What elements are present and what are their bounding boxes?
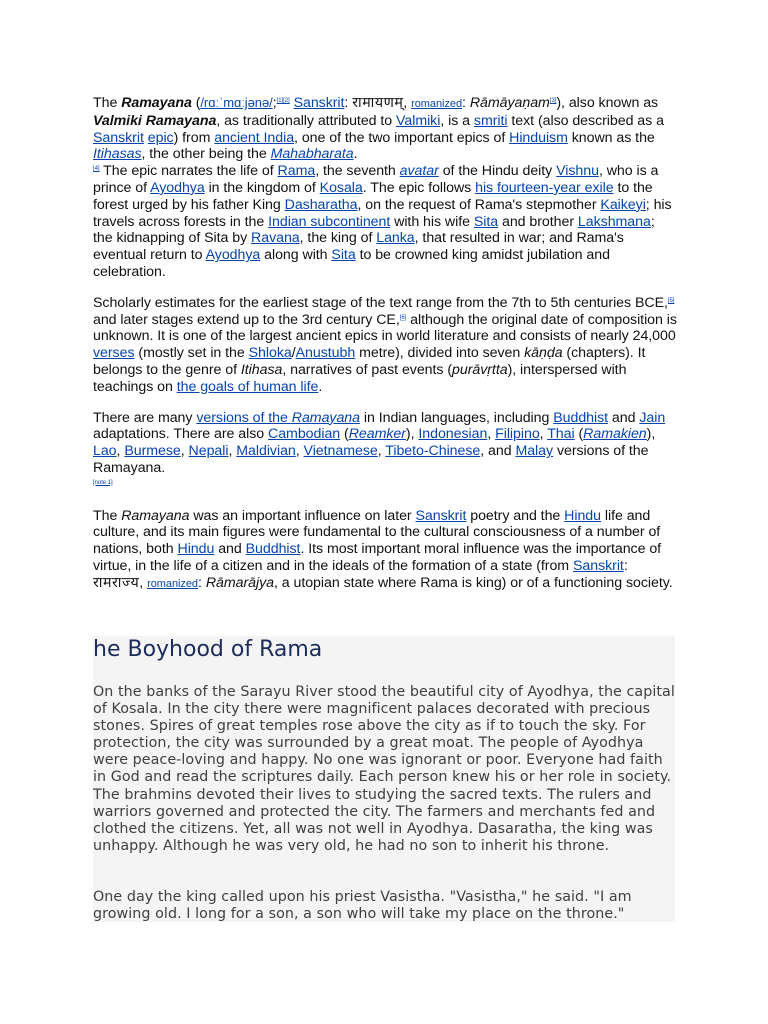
ref-4[interactable]: [4] (93, 166, 100, 173)
link-buddhist[interactable]: Buddhist (553, 409, 609, 426)
link-mahabharata[interactable]: Mahabharata (270, 146, 354, 163)
link-lanka[interactable]: Lanka (376, 230, 415, 247)
link-versions-of-ramayana[interactable]: versions of the Ramayana (196, 409, 360, 426)
link-rama[interactable]: Rama (277, 163, 316, 180)
link-ayodhya-2[interactable]: Ayodhya (205, 247, 261, 264)
link-romanized[interactable]: romanized (411, 98, 463, 110)
versions-paragraph: There are many versions of the Ramayana in Indian languages, including Buddhist and Jain adaptations. There are also Cambodian (Reamker), Indonesian, Filipino, Thai (Ramakien), Lao, Burmese, Nepali, Maldivian, Vietnamese, Tibeto-Chinese, and Malay versions of the Ramayana. [note 1] (93, 409, 666, 486)
link-valmiki[interactable]: Valmiki (396, 112, 441, 129)
link-malay[interactable]: Malay (515, 443, 554, 460)
devanagari-ramayanam: रामायणम् (352, 95, 404, 111)
link-kosala[interactable]: Kosala (319, 179, 363, 196)
link-shloka[interactable]: Shloka (248, 345, 292, 362)
link-ravana[interactable]: Ravana (251, 230, 300, 247)
link-vietnamese[interactable]: Vietnamese (303, 443, 378, 460)
link-filipino[interactable]: Filipino (495, 426, 540, 443)
ref-6[interactable]: [6] (399, 314, 407, 321)
story-paragraph-1: On the banks of the Sarayu River stood the beautiful city of Ayodhya, the capital of Kosala. In the city there were magnificent palaces decorated with precious stones. Spires of great temples rose above the city as if to touch the sky. For protection, the city was surrounded by a great moat. The people of Ayodhya were peace-loving and happy. No one was ignorant or poor. Everyone had faith in God and read the scriptures daily. Each person knew his or her role in society. The brahmins devoted their lives to studying the sacred texts. The rulers and warriors governed and protected the city. The farmers and merchants fed and clothed the citizens. Yet, all was not well in Ayodhya. Dasaratha, the king was unhappy. Although he was very old, he had no son to inherit his throne. (93, 684, 675, 854)
link-sanskrit[interactable]: Sanskrit (293, 95, 345, 111)
link-anustubh[interactable]: Anustubh (295, 345, 356, 362)
link-indonesian[interactable]: Indonesian (418, 426, 488, 443)
link-sanskrit-3[interactable]: Sanskrit (415, 507, 467, 524)
link-itihasas[interactable]: Itihasas (93, 146, 142, 163)
link-cambodian[interactable]: Cambodian (268, 426, 341, 443)
link-ramakien[interactable]: Ramakien (583, 426, 647, 443)
link-jain[interactable]: Jain (639, 409, 666, 426)
link-sita[interactable]: Sita (473, 213, 499, 230)
link-ancient-india[interactable]: ancient India (214, 129, 295, 146)
link-vishnu[interactable]: Vishnu (556, 163, 599, 180)
link-lakshmana[interactable]: Lakshmana (577, 213, 651, 230)
link-sita-2[interactable]: Sita (331, 247, 356, 264)
ref-1-2[interactable]: [1][2] (276, 98, 290, 104)
link-tibeto-chinese[interactable]: Tibeto-Chinese (385, 443, 481, 460)
link-exile[interactable]: his fourteen-year exile (475, 179, 614, 196)
link-hinduism[interactable]: Hinduism (509, 129, 568, 146)
influence-paragraph: The Ramayana was an important influence on later Sanskrit poetry and the Hindu life and culture, and its main figures were fundamental to the cultural consciousness of a number of nations, both Hindu and Buddhist. Its most important moral influence was the importance of virtue, in the life of a citizen and in the ideals of the formation of a state (from Sanskrit: रामराज्य, romanized: Rāmarājya, a utopian state where Rama is king) or of a functioning society. (93, 507, 673, 591)
link-hindu[interactable]: Hindu (564, 507, 601, 524)
link-lao[interactable]: Lao (93, 443, 117, 460)
link-ayodhya[interactable]: Ayodhya (150, 179, 205, 196)
link-goals-of-human-life[interactable]: the goals of human life (176, 378, 319, 395)
link-indian-subcontinent[interactable]: Indian subcontinent (268, 213, 391, 230)
link-dasharatha[interactable]: Dasharatha (284, 196, 358, 213)
devanagari-ramarajya: रामराज्य (93, 574, 140, 591)
link-hindu-2[interactable]: Hindu (177, 541, 215, 558)
link-sanskrit-4[interactable]: Sanskrit (572, 557, 624, 574)
title-ramayana: Ramayana (121, 95, 192, 111)
link-maldivian[interactable]: Maldivian (236, 443, 296, 460)
link-verses[interactable]: verses (93, 345, 135, 362)
link-epic[interactable]: epic (147, 129, 174, 146)
ref-3[interactable]: [3] (549, 98, 557, 104)
link-buddhist-2[interactable]: Buddhist (245, 541, 301, 558)
story-section (93, 636, 675, 922)
link-sanskrit-2[interactable]: Sanskrit (93, 129, 144, 146)
link-nepali[interactable]: Nepali (188, 443, 229, 460)
article-body (93, 95, 677, 593)
dating-paragraph: Scholarly estimates for the earliest stage of the text range from the 7th to 5th centuries BCE,[5] and later stages extend up to the 3rd century CE,[6] although the original date of composition is unknown. It is one of the largest ancient epics in world literature and consists of nearly 24,000 verses (mostly set in the Shloka/Anustubh metre), divided into seven kāṇḍa (chapters). It belongs to the genre of Itihasa, narratives of past events (purāvṛtta), interspersed with teachings on the goals of human life. (93, 294, 677, 395)
ref-5[interactable]: [5] (667, 297, 675, 304)
section-heading: he Boyhood of Rama (93, 637, 323, 662)
ipa-link[interactable]: /rɑːˈmɑːjənə/ (200, 95, 273, 110)
link-kaikeyi[interactable]: Kaikeyi (600, 196, 646, 213)
ref-note-1[interactable]: [note 1] (93, 479, 113, 486)
link-thai[interactable]: Thai (547, 426, 575, 443)
story-paragraph-2: One day the king called upon his priest Vasistha. "Vasistha," he said. "I am growing old. I long for a son, a son who will take my place on the throne." (93, 889, 632, 922)
link-burmese[interactable]: Burmese (124, 443, 181, 460)
link-avatar[interactable]: avatar (399, 163, 439, 180)
link-reamker[interactable]: Reamker (348, 426, 406, 443)
link-romanized-2[interactable]: romanized (147, 577, 199, 590)
intro-paragraph: The Ramayana (/rɑːˈmɑːjənə/;[1][2] Sanskrit: रामायणम्, romanized: Rāmāyaṇam[3]), also known as Valmiki Ramayana, as traditionally attributed to Valmiki, is a smriti text (also described as a Sanskrit epic) from ancient India, one of the two important epics of Hinduism known as the Itihasas, the other being the Mahabharata. [4] The epic narrates the life of Rama, the seventh avatar of the Hindu deity Vishnu, who is a prince of Ayodhya in the kingdom of Kosala. The epic follows his fourteen-year exile to the forest urged by his father King Dasharatha, on the request of Rama's stepmother Kaikeyi; his travels across forests in the Indian subcontinent with his wife Sita and brother Lakshmana; the kidnapping of Sita by Ravana, the king of Lanka, that resulted in war; and Rama's eventual return to Ayodhya along with Sita to be crowned king amidst jubilation and celebration. (93, 95, 672, 280)
link-smriti[interactable]: smriti (473, 112, 508, 129)
